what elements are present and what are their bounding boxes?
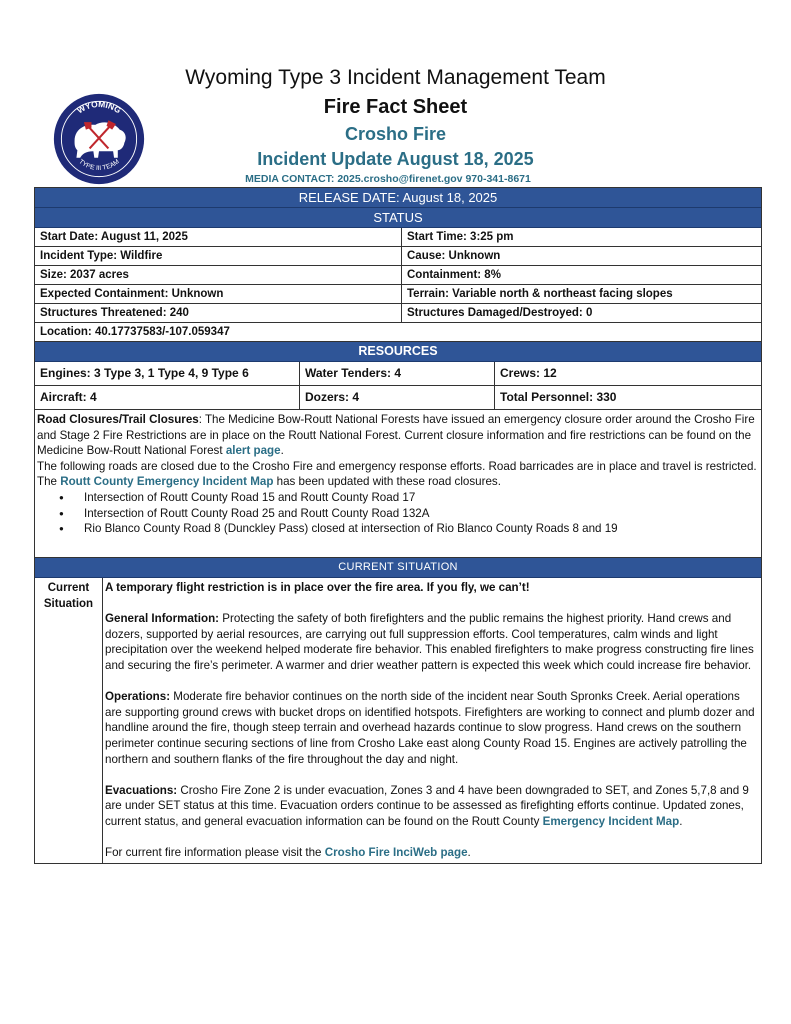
- team-title: Wyoming Type 3 Incident Management Team: [185, 66, 606, 89]
- flight-restriction-text: A temporary flight restriction is in place over the fire area. If you fly, we can’t!: [105, 581, 530, 594]
- evacuations-end: .: [679, 814, 683, 828]
- road-closures-text: : The Medicine Bow-Routt National Forests have issued an emergency closure order around the Crosho Fire and Stage 2 Fire Restrictions are in place on the Routt National Forest. Current closure information and fire restrictions can be found on the Medicine Bow-Routt National Forest: [37, 413, 755, 458]
- structures-threatened: Structures Threatened: 240: [40, 307, 189, 319]
- inciweb-info: [105, 845, 758, 861]
- inciweb-end: .: [467, 846, 471, 860]
- current-situation-label: Current Situation: [35, 578, 103, 863]
- resources-heading: RESOURCES: [35, 342, 761, 362]
- road-closure-list: [37, 490, 758, 537]
- status-row: [35, 285, 761, 304]
- current-situation-body: [103, 578, 761, 863]
- road-closures-text-end: .: [280, 444, 284, 458]
- media-email-link[interactable]: 2025.crosho@firenet.gov: [337, 173, 463, 185]
- expected-containment: Expected Containment: Unknown: [40, 288, 224, 300]
- crews: Crews: 12: [494, 362, 761, 385]
- road-closures-section: [35, 410, 761, 558]
- status-row: [35, 304, 761, 323]
- inciweb-link[interactable]: Crosho Fire InciWeb page: [324, 846, 468, 860]
- resources-row: [35, 362, 761, 386]
- status-row: [35, 266, 761, 285]
- cause: Cause: Unknown: [401, 247, 761, 265]
- media-contact-label: MEDIA CONTACT:: [245, 173, 335, 185]
- logo-bottom-text: TYPE III TEAM: [77, 158, 121, 172]
- inciweb-text: For current fire information please visit the: [105, 846, 325, 860]
- total-personnel: Total Personnel: 330: [494, 386, 761, 409]
- list-item: ● Intersection of Routt County Road 15 and Routt County Road 17: [84, 490, 758, 506]
- release-date-bar: RELEASE DATE: August 18, 2025: [35, 188, 761, 208]
- media-phone: 970-341-8671: [465, 173, 531, 185]
- update-title: Incident Update August 18, 2025: [257, 149, 534, 169]
- logo-top-text: WYOMING: [75, 98, 123, 116]
- general-information-label: General Information:: [105, 612, 220, 626]
- location: Location: 40.17737583/-107.059347: [40, 326, 230, 338]
- engines: Engines: 3 Type 3, 1 Type 4, 9 Type 6: [40, 366, 249, 380]
- emergency-incident-map-link[interactable]: Emergency Incident Map: [542, 814, 680, 828]
- status-row: [35, 228, 761, 247]
- alert-page-link[interactable]: alert page: [225, 444, 281, 458]
- list-item: ● Intersection of Routt County Road 25 and Routt County Road 132A: [84, 506, 758, 522]
- operations-text: Moderate fire behavior continues on the north side of the incident near South Spronks Creek. Aerial operations are supporting ground crews with bucket drops on identified hotspots. Firefighters are working to connect and plumb dozer and handline around the fire, though steep terrain and overhead hazards continue to slow progress. Hand crews on the southern perimeter continue securing sections of line from Crosho Lake east along County Road 15. Engines are actively patrolling the northern and southern flanks of the fire throughout the day and night.: [105, 690, 755, 766]
- status-row: [35, 247, 761, 266]
- current-situation-section: [35, 578, 761, 863]
- evacuations-label: Evacuations:: [105, 783, 178, 797]
- start-date: Start Date: August 11, 2025: [40, 231, 188, 243]
- fire-name: Crosho Fire: [344, 124, 446, 144]
- evacuations: [105, 783, 758, 830]
- routt-map-link[interactable]: Routt County Emergency Incident Map: [60, 475, 274, 489]
- operations-label: Operations:: [105, 690, 171, 704]
- containment: Containment: 8%: [401, 266, 761, 284]
- road-closures-text-2: The following roads are closed due to the Crosho Fire and emergency response efforts. Road barricades are in place and travel is restricted. The: [37, 459, 757, 489]
- dozers: Dozers: 4: [299, 386, 494, 409]
- general-information: [105, 611, 758, 673]
- evacuations-text: Crosho Fire Zone 2 is under evacuation, Zones 3 and 4 have been downgraded to SET, and Zones 5,7,8 and 9 are under SET status at this time. Evacuation orders continue to be assessed as firefighting efforts continue. Updated zones, current status, and general evacuation information can be found on the Routt County: [105, 783, 749, 828]
- list-item: ● Rio Blanco County Road 8 (Dunckley Pass) closed at intersection of Rio Blanco County Roads 8 and 19: [84, 521, 758, 537]
- terrain: Terrain: Variable north & northeast facing slopes: [401, 285, 761, 303]
- operations: [105, 689, 758, 767]
- document-title: Fire Fact Sheet: [323, 96, 468, 118]
- water-tenders: Water Tenders: 4: [299, 362, 494, 385]
- resources-row: [35, 386, 761, 410]
- general-information-text: Protecting the safety of both firefighters and the public remains the highest priority. Hand crews and dozers, supported by aerial resources, are carrying out full suppression efforts. Cool temperatures, calm winds and light precipitation over the weekend helped moderate fire behavior. This enabled firefighters to make progress constructing fire lines and securing the fire’s perimeter. A warmer and drier weather pattern is expected this week which could increase fire behavior.: [105, 612, 754, 672]
- size: Size: 2037 acres: [40, 269, 129, 281]
- road-closures-paragraph-2: [37, 459, 758, 490]
- road-closures-text-2-end: has been updated with these road closures.: [273, 475, 501, 489]
- status-row: [35, 323, 761, 342]
- road-closures-label: Road Closures/Trail Closures: [37, 413, 199, 426]
- incident-type: Incident Type: Wildfire: [40, 250, 163, 262]
- current-situation-heading: CURRENT SITUATION: [35, 558, 761, 578]
- flight-restriction: [105, 580, 758, 596]
- road-closures-paragraph: [37, 412, 758, 459]
- structures-damaged: Structures Damaged/Destroyed: 0: [401, 304, 761, 322]
- start-time: Start Time: 3:25 pm: [401, 228, 761, 246]
- status-heading: STATUS: [35, 208, 761, 228]
- aircraft: Aircraft: 4: [40, 390, 97, 404]
- media-contact: [0, 173, 776, 185]
- fact-table: [34, 187, 762, 864]
